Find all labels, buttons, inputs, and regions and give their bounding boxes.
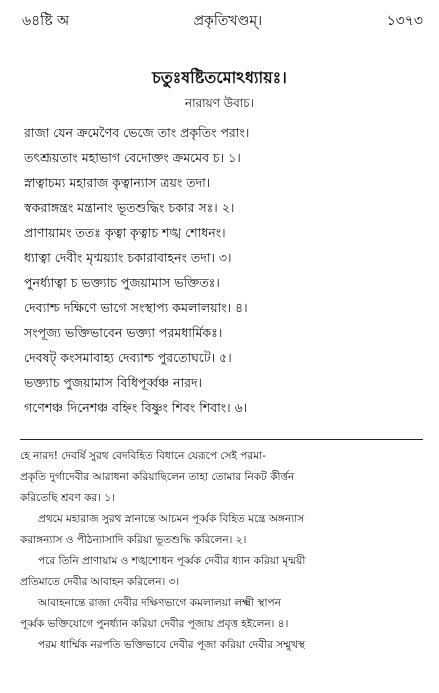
translation-line: হে নারদ! দেবর্ষি সুরথ বেদবিহিত বিধানে যেরূপে সেই পরমা- bbox=[20, 450, 266, 462]
translation-line: করাঙ্গন্যাস ও পীঠন্যাসাদি করিয়া ভূতশুদ্ধি করিলেন। ২। bbox=[20, 534, 247, 546]
verse-line: স্নাত্বাচম্য মহারাজ কৃত্বান্যাস ত্রয়ং তদা। bbox=[24, 175, 211, 190]
translation-line: আবাহনান্তে রাজা দেবীর দক্ষিণভাগে কমলালয়া লক্ষ্মী স্থাপন bbox=[38, 597, 281, 609]
chapter-title: চতুঃষষ্টিতমোঽধ্যায়ঃ। bbox=[152, 68, 287, 87]
verse-line: ভক্ত্যাচ পুজয়ামাস বিধিপূর্ব্বঞ্চ নারদ। bbox=[24, 375, 203, 390]
translation-line: প্রকৃতি দুর্গাদেবীর আরাধনা করিয়াছিলেন তাহা তোমার নিকট কীর্ত্তন bbox=[20, 471, 295, 483]
page-header bbox=[22, 8, 423, 34]
translation-line: পূর্ব্বক ভক্তিযোগে পুনর্ধ্যান করিয়া দেবীর পূজায় প্রবৃত্ত হইলেন। ৪। bbox=[20, 618, 289, 630]
verse-line: গণেশঞ্চ দিনেশঞ্চ বহ্নিং বিষ্ণুং শিবং শিবাং। ৬। bbox=[24, 400, 248, 415]
verse-line: তৎশ্রূয়তাং মহাভাগ বেদোক্তং ক্রমমেব চ। ১। bbox=[24, 150, 241, 165]
verse-line: ধ্যাত্বা দেবীং মৃণ্ময়্যাং চকারাবাহনং তদা। ৩। bbox=[24, 250, 232, 265]
verse-line: দেব্যাশ্চ দক্ষিণে ভাগে সংস্থাপ্য কমলালয়াং। ৪। bbox=[24, 300, 248, 315]
translation-line: পরম ধার্ম্মিক নরপতি ভক্তিভাবে দেবীর পূজা করিয়া দেবীর সম্মুখস্থ bbox=[38, 639, 305, 651]
sanskrit-verses bbox=[24, 120, 423, 420]
verse-line: সংপূজ্য ভক্তিভাবেন ভক্ত্যা পরমধার্মিকঃ। bbox=[24, 325, 223, 340]
section-divider bbox=[20, 439, 423, 440]
translation-line: প্রথমে মহারাজ সুরথ স্নানান্তে আচমন পূর্ব্বক বিহিত মন্ত্রে অঙ্গন্যাস bbox=[38, 513, 305, 525]
verse-line: স্বকরাঙ্গন্ত্রং মন্ত্রানাং ভূতশুদ্ধিং চকার সঃ। ২। bbox=[24, 200, 235, 215]
page-number: ১৩৭৩ bbox=[386, 13, 423, 29]
translation-line: করিতেছি শ্রবণ কর। ১। bbox=[20, 492, 115, 504]
translation-line: পরে তিনি প্রাণায়াম ও শঙ্খশোধন পূর্ব্বক দেবীর ধ্যান করিয়া মৃন্ময়ী bbox=[38, 555, 306, 567]
bengali-translation bbox=[20, 446, 425, 656]
speaker-line: নারায়ণ উবাচ। bbox=[184, 96, 255, 110]
verse-line: রাজা যেন ক্রমেণৈব ভেজে তাং প্রকৃতিং পরাং। bbox=[24, 125, 250, 140]
verse-line: প্রাণায়ামং ততঃ কৃত্বা কৃত্বাচ শঙ্খ শোধনং। bbox=[24, 225, 226, 240]
book-section-title: প্রকৃতিখণ্ডম্। bbox=[193, 13, 263, 29]
verse-line: দেবষট্ কংসমাবাহ্য দেব্যাশ্চ পুরতোঘটে। ৫। bbox=[24, 350, 232, 365]
translation-line: প্রতিমাতে দেবীর আবাহন করিলেন। ৩। bbox=[20, 576, 180, 588]
chapter-number: ৬৪ষ্টি অ bbox=[22, 13, 70, 29]
verse-line: পুনর্ধ্যাত্বা চ ভক্ত্যাচ পুজয়ামাস ভক্তিতঃ। bbox=[24, 275, 220, 290]
